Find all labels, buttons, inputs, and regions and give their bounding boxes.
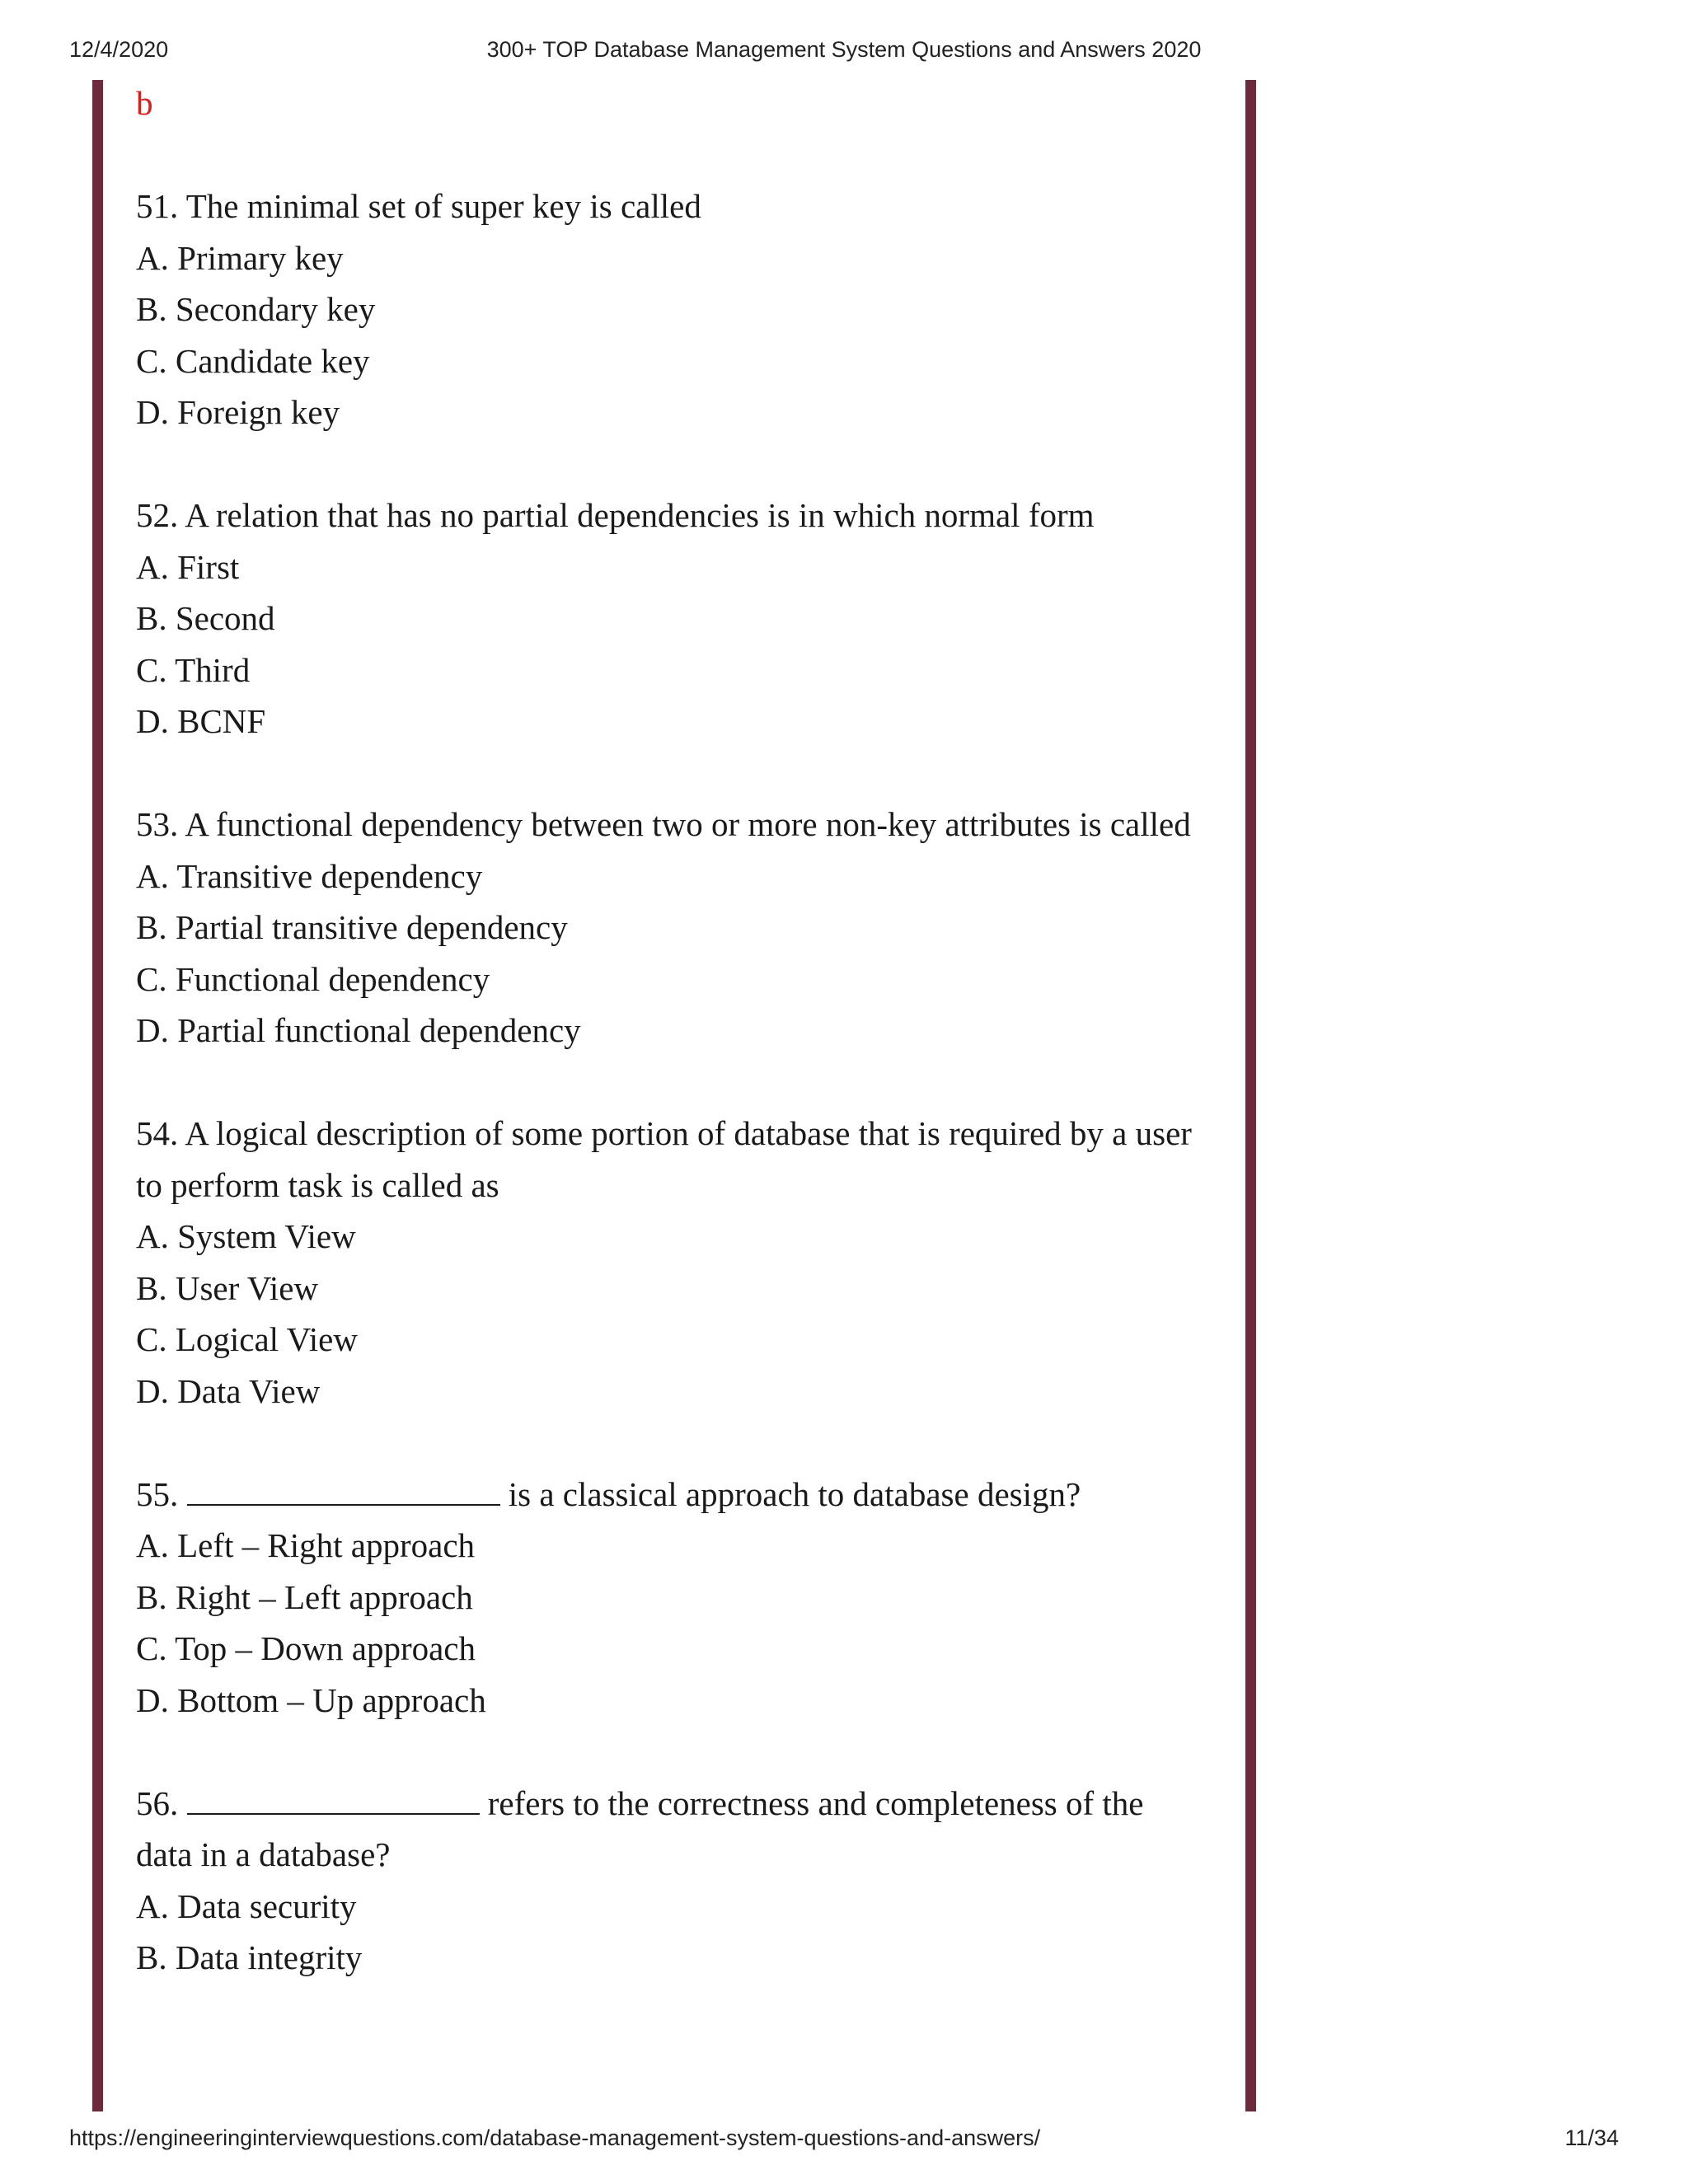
question-53 <box>136 799 1207 1057</box>
question-54 <box>136 1108 1207 1417</box>
previous-answer: b <box>136 84 153 122</box>
option-c: C. Logical View <box>136 1320 358 1358</box>
page-footer-url[interactable]: https://engineeringinterviewquestions.com/database-management-system-questions-and-answers/ <box>69 2125 1041 2150</box>
question-56 <box>136 1778 1207 1984</box>
option-b: B. Data integrity <box>136 1938 363 1976</box>
option-b: B. Secondary key <box>136 290 376 328</box>
question-body: refers to the correctness and completeness of the data in a database? <box>136 1783 1144 1873</box>
option-c: C. Candidate key <box>136 341 370 380</box>
option-b: B. User View <box>136 1268 319 1307</box>
option-a: A. System View <box>136 1217 356 1255</box>
option-b: B. Partial transitive dependency <box>136 908 568 946</box>
question-text <box>136 1469 1207 1521</box>
page-header-date: 12/4/2020 <box>69 37 169 62</box>
option-b: B. Right – Left approach <box>136 1577 473 1616</box>
question-number: 55. <box>136 1474 179 1513</box>
right-border-rule <box>1245 80 1256 2111</box>
question-text: 53. A functional dependency between two or more non-key attributes is called <box>136 805 1191 843</box>
option-a: A. First <box>136 547 240 586</box>
question-number: 56. <box>136 1783 179 1822</box>
option-d: D. Partial functional dependency <box>136 1011 581 1049</box>
option-c: C. Top – Down approach <box>136 1629 476 1667</box>
question-text: 51. The minimal set of super key is called <box>136 187 701 225</box>
fill-in-blank <box>187 1783 480 1815</box>
question-list <box>136 77 1207 2035</box>
question-52 <box>136 490 1207 748</box>
option-d: D. BCNF <box>136 702 266 740</box>
left-border-rule <box>92 80 103 2111</box>
option-b: B. Second <box>136 599 275 637</box>
option-c: C. Third <box>136 650 251 689</box>
page-header-title: 300+ TOP Database Management System Questions and Answers 2020 <box>486 37 1202 62</box>
option-a: A. Transitive dependency <box>136 856 483 895</box>
question-body: is a classical approach to database design? <box>508 1474 1081 1513</box>
fill-in-blank <box>187 1474 500 1506</box>
question-text <box>136 1778 1207 1881</box>
page-number: 11/34 <box>1564 2125 1619 2150</box>
option-d: D. Foreign key <box>136 393 340 431</box>
option-d: D. Bottom – Up approach <box>136 1680 486 1719</box>
option-a: A. Data security <box>136 1886 357 1925</box>
option-a: A. Primary key <box>136 238 344 277</box>
option-a: A. Left – Right approach <box>136 1526 476 1564</box>
question-text: 54. A logical description of some portion of database that is required by a user to perform task is called as <box>136 1114 1192 1204</box>
question-51 <box>136 180 1207 438</box>
option-d: D. Data View <box>136 1371 321 1410</box>
question-text: 52. A relation that has no partial dependencies is in which normal form <box>136 496 1095 534</box>
option-c: C. Functional dependency <box>136 959 490 998</box>
question-55 <box>136 1469 1207 1727</box>
